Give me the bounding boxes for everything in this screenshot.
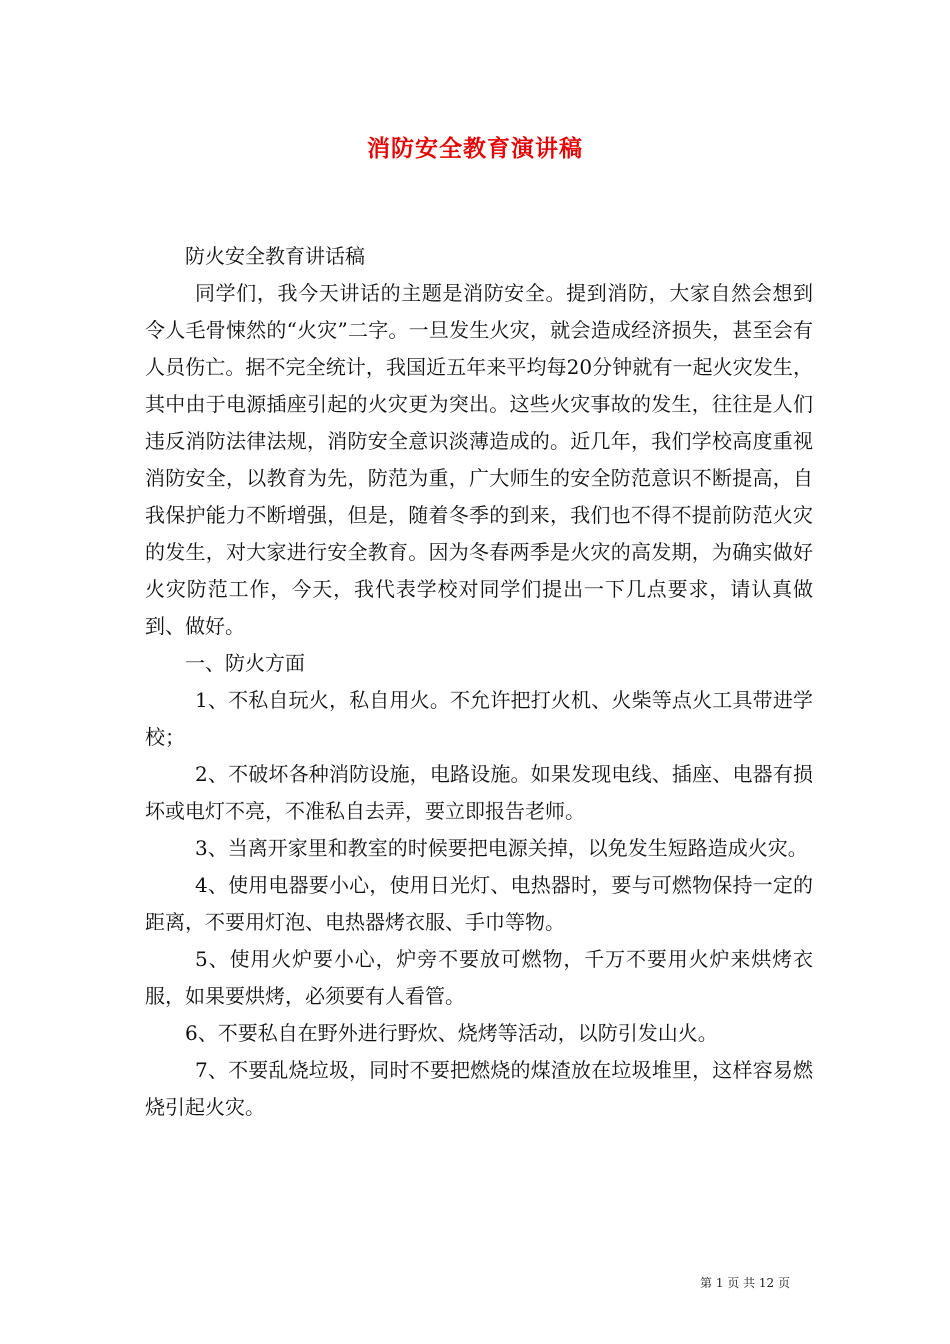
speech-subtitle: 防火安全教育讲话稿 — [185, 244, 365, 268]
rule-item-3: 3、当离开家里和教室的时候要把电源关掉，以免发生短路造成火灾。 — [195, 836, 808, 860]
document-body — [145, 238, 813, 1126]
page-number: 第 1 页 共 12 页 — [700, 1276, 790, 1290]
rule-item-7: 7、不要乱烧垃圾，同时不要把燃烧的煤渣放在垃圾堆里，这样容易燃烧引起火灾。 — [145, 1058, 813, 1119]
section-heading-fire-prevention: 一、防火方面 — [185, 651, 305, 675]
rule-item-6: 6、不要私自在野外进行野炊、烧烤等活动，以防引发山火。 — [185, 1021, 718, 1045]
intro-paragraph: 同学们，我今天讲话的主题是消防安全。提到消防，大家自然会想到令人毛骨悚然的“火灾”二字。一旦发生火灾，就会造成经济损失，甚至会有人员伤亡。据不完全统计，我国近五年来平均每20分钟就有一起火灾发生，其中由于电源插座引起的火灾更为突出。这些火灾事故的发生，往往是人们违反消防法律法规，消防安全意识淡薄造成的。近几年，我们学校高度重视消防安全，以教育为先，防范为重，广大师生的安全防范意识不断提高，自我保护能力不断增强，但是，随着冬季的到来，我们也不得不提前防范火灾的发生，对大家进行安全教育。因为冬春两季是火灾的高发期，为确实做好火灾防范工作，今天，我代表学校对同学们提出一下几点要求，请认真做到、做好。 — [145, 281, 813, 638]
rule-item-1: 1、不私自玩火，私自用火。不允许把打火机、火柴等点火工具带进学校； — [145, 688, 813, 749]
rule-item-2: 2、不破坏各种消防设施，电路设施。如果发现电线、插座、电器有损坏或电灯不亮，不准私自去弄，要立即报告老师。 — [145, 762, 813, 823]
rule-item-4: 4、使用电器要小心，使用日光灯、电热器时，要与可燃物保持一定的距离，不要用灯泡、电热器烤衣服、手巾等物。 — [145, 873, 813, 934]
rule-item-5: 5、使用火炉要小心，炉旁不要放可燃物，千万不要用火炉来烘烤衣服，如果要烘烤，必须要有人看管。 — [145, 947, 813, 1008]
document-title: 消防安全教育演讲稿 — [367, 135, 583, 162]
